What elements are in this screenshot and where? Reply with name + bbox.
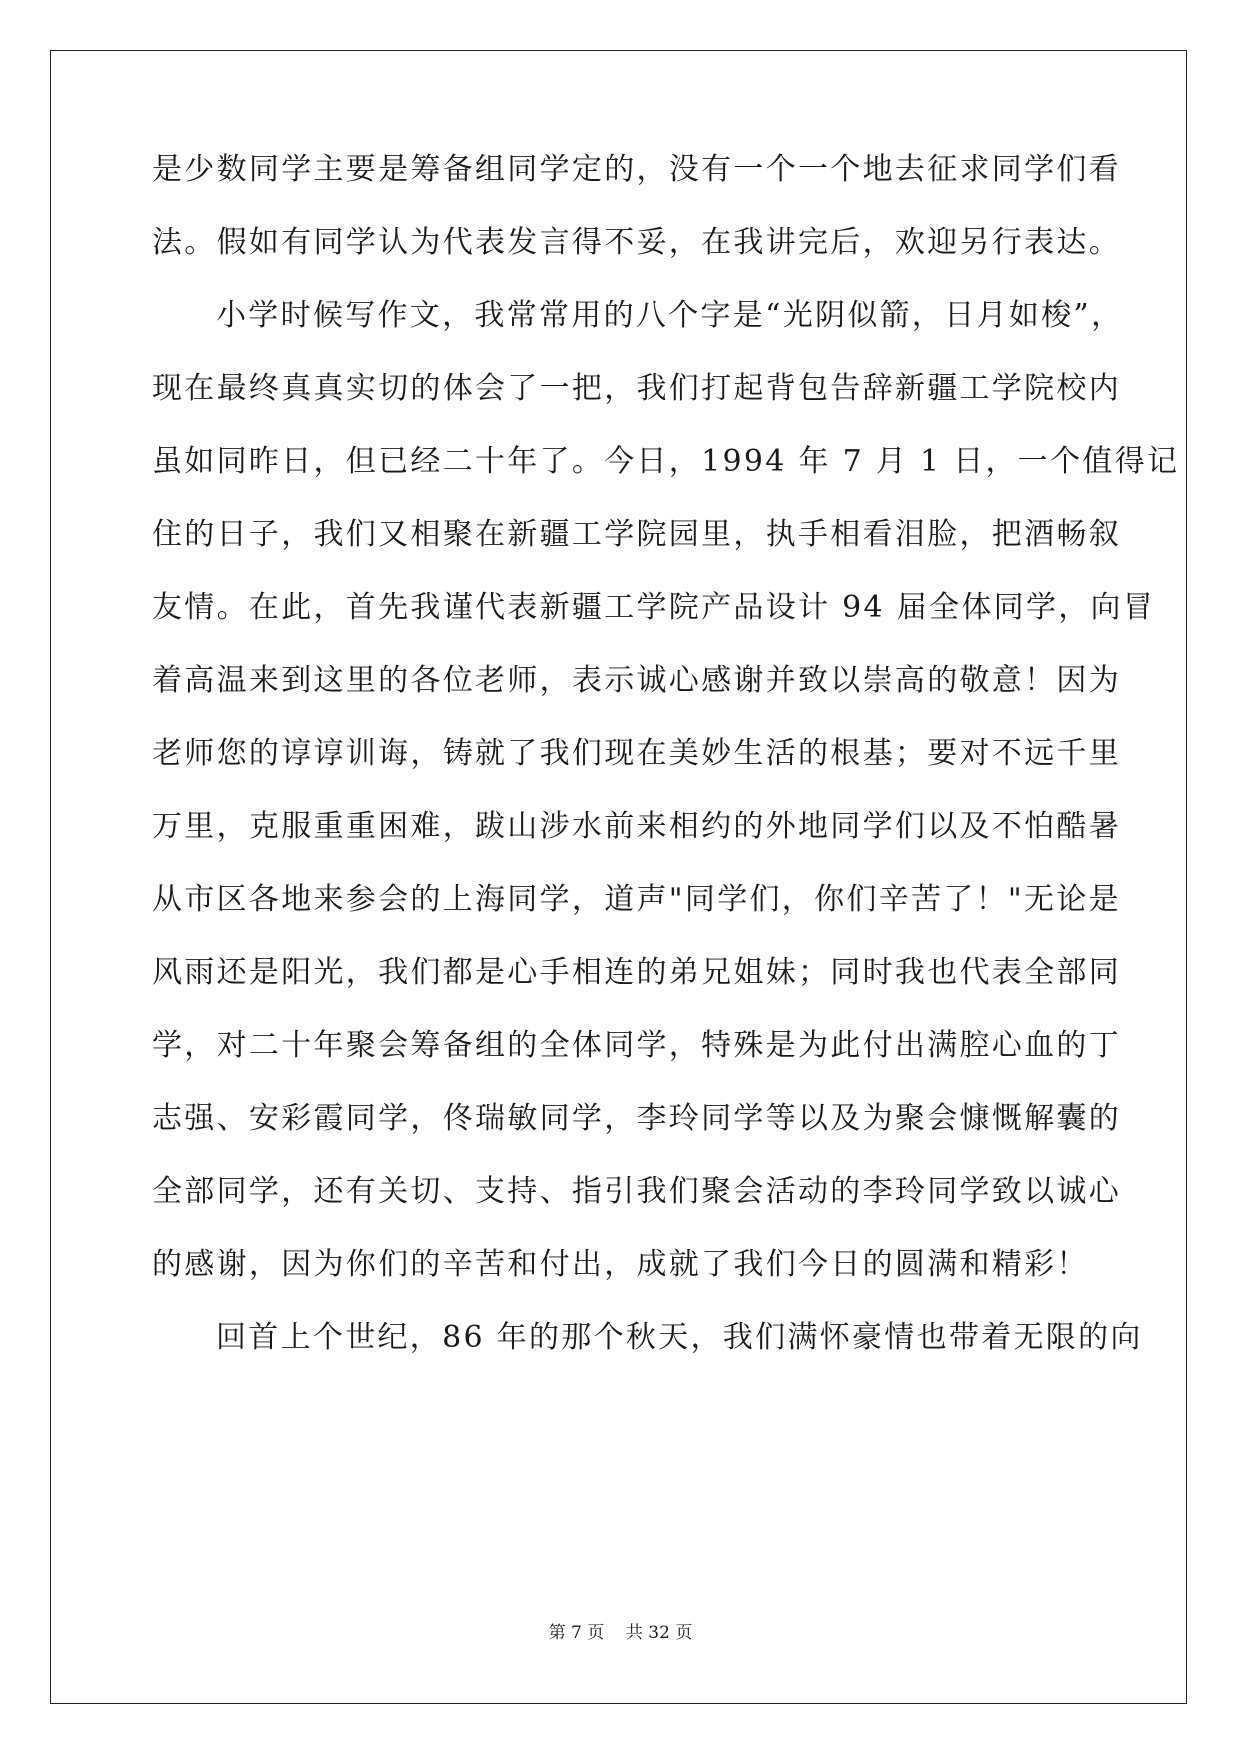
body-text-line: 法。假如有同学认为代表发言得不妥，在我讲完后，欢迎另行表达。 bbox=[152, 225, 1121, 260]
page-number-footer: 第 7 页 共 32 页 bbox=[548, 1623, 693, 1643]
body-text-line: 着高温来到这里的各位老师，表示诚心感谢并致以崇高的敬意！因为 bbox=[152, 663, 1121, 698]
body-text-line: 万里，克服重重困难，跋山涉水前来相约的外地同学们以及不怕酷暑 bbox=[152, 809, 1121, 844]
body-text-line: 虽如同昨日，但已经二十年了。今日，1994 年 7 月 1 日，一个值得记 bbox=[152, 444, 1180, 479]
body-text-line: 从市区各地来参会的上海同学，道声"同学们，你们辛苦了！"无论是 bbox=[152, 882, 1121, 917]
paragraph-first-line: 回首上个世纪，86 年的那个秋天，我们满怀豪情也带着无限的向 bbox=[216, 1320, 1143, 1355]
body-text-line: 学，对二十年聚会筹备组的全体同学，特殊是为此付出满腔心血的丁 bbox=[152, 1028, 1121, 1063]
body-text-line: 住的日子，我们又相聚在新疆工学院园里，执手相看泪脸，把酒畅叙 bbox=[152, 517, 1121, 552]
body-text-line: 是少数同学主要是筹备组同学定的，没有一个一个地去征求同学们看 bbox=[152, 152, 1121, 187]
body-text-line: 老师您的谆谆训诲，铸就了我们现在美妙生活的根基；要对不远千里 bbox=[152, 736, 1121, 771]
body-text-line: 现在最终真真实切的体会了一把，我们打起背包告辞新疆工学院校内 bbox=[152, 371, 1121, 406]
paragraph-first-line: 小学时候写作文，我常常用的八个字是“光阴似箭，日月如梭”， bbox=[216, 298, 1124, 333]
body-text-line: 友情。在此，首先我谨代表新疆工学院产品设计 94 届全体同学，向冒 bbox=[152, 590, 1156, 625]
body-text-line: 的感谢，因为你们的辛苦和付出，成就了我们今日的圆满和精彩！ bbox=[152, 1247, 1089, 1282]
body-text-line: 风雨还是阳光，我们都是心手相连的弟兄姐妹；同时我也代表全部同 bbox=[152, 955, 1121, 990]
body-text-line: 全部同学，还有关切、支持、指引我们聚会活动的李玲同学致以诚心 bbox=[152, 1174, 1121, 1209]
body-text-line: 志强、安彩霞同学，佟瑞敏同学，李玲同学等以及为聚会慷慨解囊的 bbox=[152, 1101, 1121, 1136]
